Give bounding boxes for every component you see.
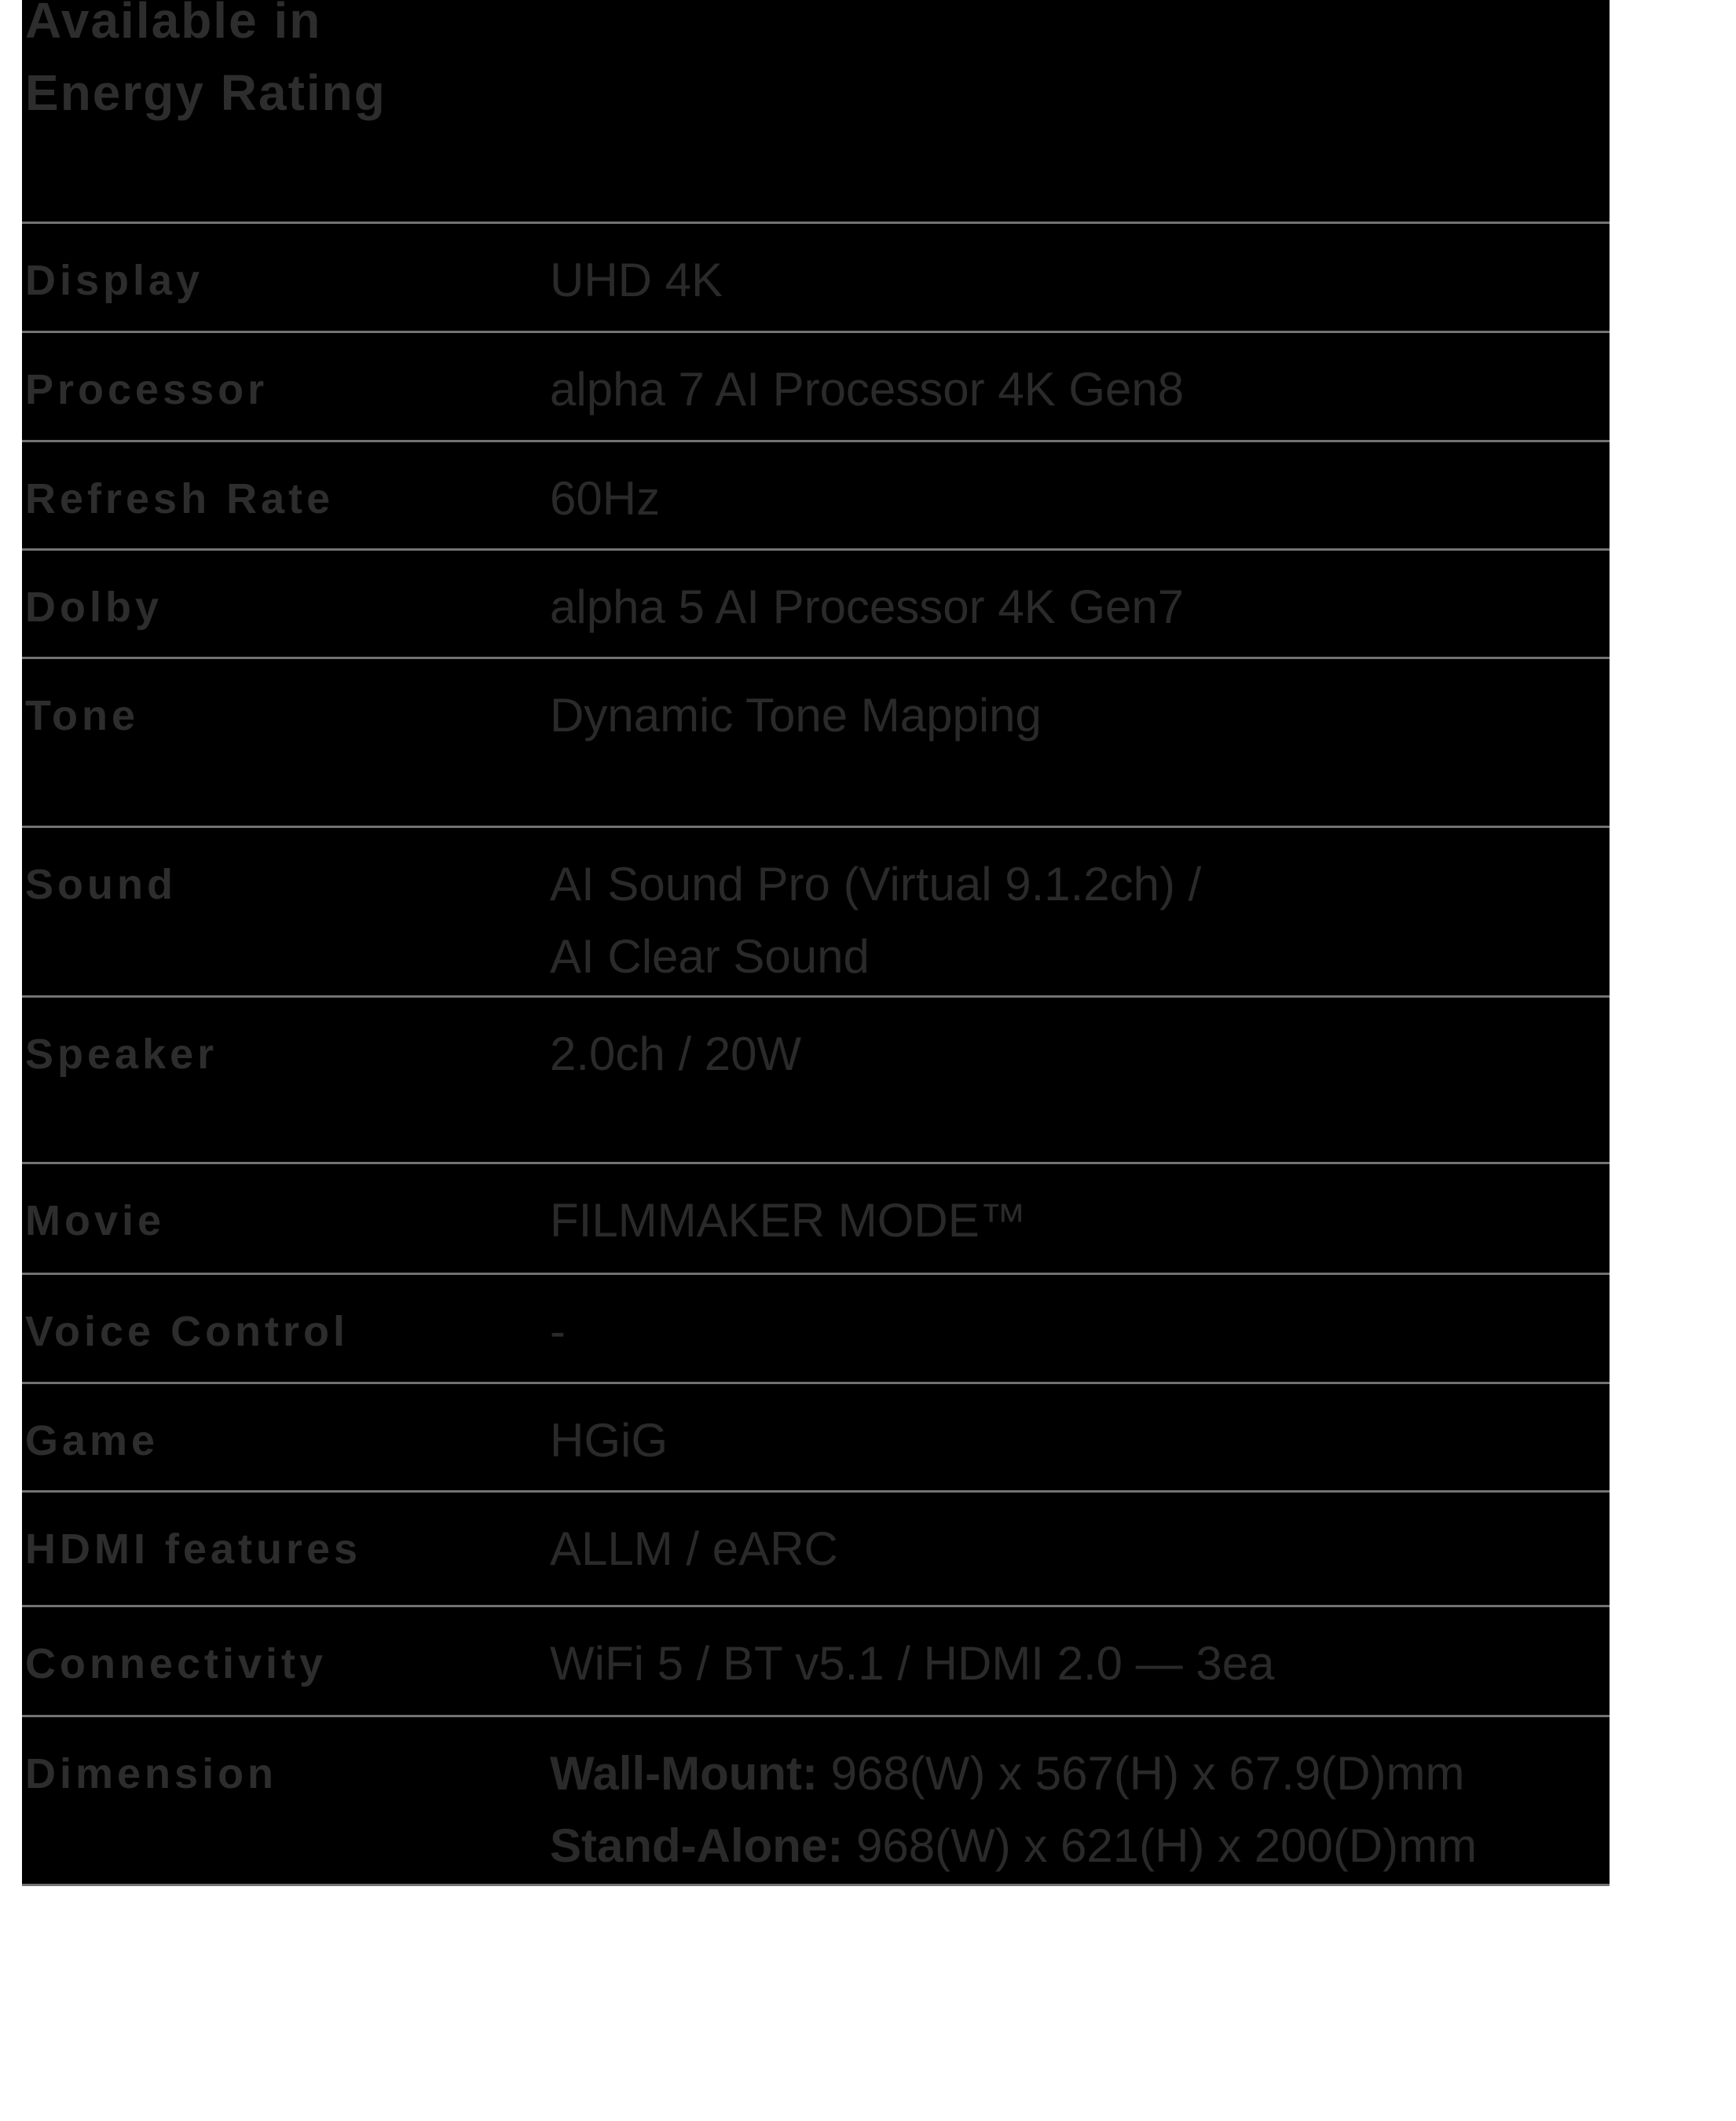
row-value: 60Hz xyxy=(550,472,661,525)
row-label: Processor xyxy=(25,366,269,413)
row-value: FILMMAKER MODE™ xyxy=(550,1194,1027,1247)
row-label: Tone xyxy=(25,692,139,739)
spec-row-dimension xyxy=(22,1717,1610,1886)
stand-alone-value: 968(W) x 621(H) x 200(D)mm xyxy=(843,1819,1478,1872)
spec-row-movie xyxy=(22,1164,1610,1275)
sound-value-line-2: AI Clear Sound xyxy=(550,930,870,983)
spec-row-tone xyxy=(22,659,1610,828)
header-line-2: Energy Rating xyxy=(25,64,386,121)
row-label: Display xyxy=(25,257,204,304)
row-label: Movie xyxy=(25,1197,166,1244)
row-value: - xyxy=(550,1305,566,1357)
row-value: ALLM / eARC xyxy=(550,1522,838,1575)
header-line-1: Available in xyxy=(25,0,322,49)
spec-table xyxy=(22,0,1610,1886)
row-value: alpha 7 AI Processor 4K Gen8 xyxy=(550,363,1185,416)
row-label: Voice Control xyxy=(25,1308,350,1355)
spec-row-voice-control xyxy=(22,1275,1610,1384)
row-label: Speaker xyxy=(25,1031,218,1078)
table-header-label xyxy=(22,0,386,129)
row-value: UHD 4K xyxy=(550,254,723,306)
row-label: Game xyxy=(25,1417,159,1464)
row-value: HGiG xyxy=(550,1414,668,1467)
spec-row-refresh-rate xyxy=(22,442,1610,551)
row-value: Dynamic Tone Mapping xyxy=(550,689,1042,742)
wall-mount-prefix: Wall-Mount: xyxy=(550,1747,818,1800)
dimension-stand-alone-line xyxy=(550,1810,1610,1882)
row-label: HDMI features xyxy=(25,1526,362,1573)
spec-row-speaker xyxy=(22,998,1610,1164)
dimension-wall-mount-line xyxy=(550,1738,1610,1810)
row-label: Sound xyxy=(25,861,177,908)
row-value xyxy=(550,848,1610,993)
row-value: 2.0ch / 20W xyxy=(550,1028,802,1080)
row-label: Dolby xyxy=(25,584,163,631)
row-label: Connectivity xyxy=(25,1640,328,1687)
spec-row-dolby xyxy=(22,551,1610,659)
spec-row-connectivity xyxy=(22,1607,1610,1717)
spec-row-game xyxy=(22,1384,1610,1493)
row-value xyxy=(550,1738,1610,1882)
row-value: WiFi 5 / BT v5.1 / HDMI 2.0 — 3ea xyxy=(550,1637,1275,1690)
row-label: Refresh Rate xyxy=(25,475,335,522)
wall-mount-value: 968(W) x 567(H) x 67.9(D)mm xyxy=(818,1747,1465,1800)
sound-value-line-1: AI Sound Pro (Virtual 9.1.2ch) / xyxy=(550,858,1202,910)
stand-alone-prefix: Stand-Alone: xyxy=(550,1819,844,1872)
spec-row-hdmi-features xyxy=(22,1493,1610,1607)
spec-row-display xyxy=(22,224,1610,333)
spec-row-sound xyxy=(22,828,1610,998)
spec-row-processor xyxy=(22,333,1610,442)
row-value: alpha 5 AI Processor 4K Gen7 xyxy=(550,581,1185,633)
row-label: Dimension xyxy=(25,1750,278,1797)
spec-row-available-in-energy-rating xyxy=(22,0,1610,224)
